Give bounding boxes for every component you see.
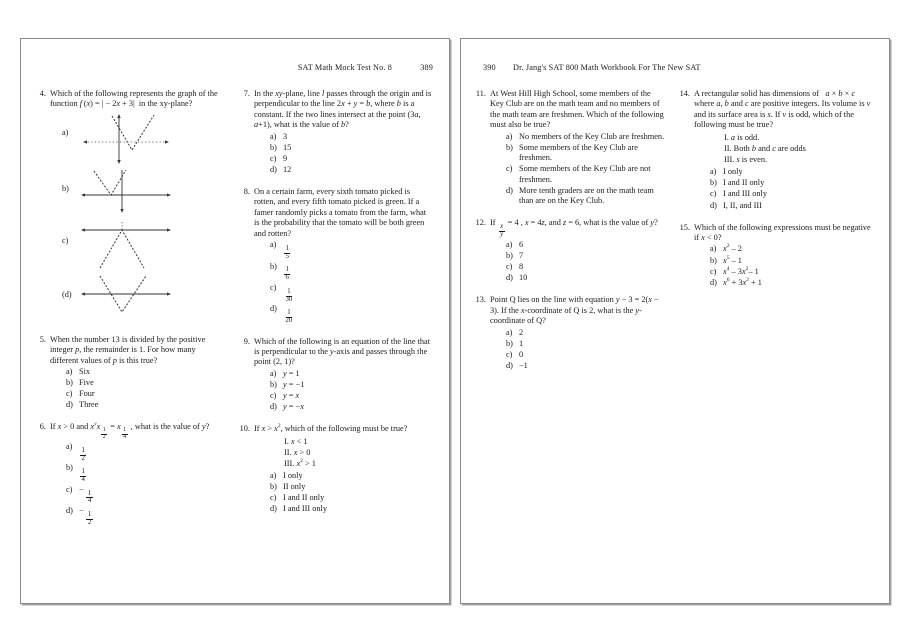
choice-label: c) [710, 266, 717, 276]
question-12-number: 12. [475, 218, 486, 228]
choice-label: a) [506, 131, 513, 141]
right-page-column-1 [475, 89, 675, 383]
choice-item[interactable] [506, 240, 665, 250]
choice-text: 9 [283, 153, 288, 163]
page-header-title-right: Dr. Jang's SAT 800 Math Workbook For The New SAT [513, 63, 701, 72]
choice-item[interactable] [66, 400, 225, 410]
graph-c-plot [76, 220, 176, 272]
choice-text: $x^2 - 2$ [723, 243, 742, 254]
choice-item[interactable] [506, 339, 665, 349]
question-8-choices [254, 240, 433, 325]
choice-text: I and II only [283, 493, 325, 503]
choice-item[interactable] [270, 482, 433, 492]
choice-text: More tenth graders are on the math team than are on the Key Club. [519, 185, 654, 206]
question-4-graph-choices [50, 112, 225, 322]
graph-choice-d[interactable] [62, 274, 225, 322]
choice-label: a) [710, 244, 717, 254]
question-14 [679, 89, 873, 212]
choice-label: b) [506, 251, 513, 261]
choice-text: 2 [519, 327, 524, 337]
choice-item[interactable] [710, 167, 873, 177]
question-15-body [694, 223, 873, 289]
choice-text: No members of the Key Club are freshmen. [519, 131, 665, 141]
page-left [20, 38, 450, 604]
roman-item: I. x < 1 [284, 436, 308, 446]
choice-text: − $\frac{1}{4}$ [79, 484, 92, 505]
choice-item[interactable] [710, 178, 873, 188]
question-12-body [490, 218, 665, 284]
choice-label: d) [710, 200, 717, 210]
question-9-stem: Which of the following is an equation of the line that is perpendicular to the y-axis and passes through the point (2, 1)? [254, 336, 431, 367]
question-6 [35, 422, 225, 527]
question-9-body [254, 337, 433, 414]
graph-d-plot [76, 274, 176, 322]
question-10-body [254, 424, 433, 515]
question-10-number: 10. [239, 424, 250, 434]
choice-text: $\frac{1}{20}$ [285, 309, 293, 324]
choice-label: b) [270, 379, 277, 389]
question-10-choices [254, 471, 433, 515]
choice-item[interactable] [270, 304, 433, 325]
choice-item[interactable] [270, 504, 433, 514]
question-9-choices [254, 369, 433, 413]
left-page-column-1 [35, 89, 235, 538]
question-6-choices [50, 442, 225, 527]
question-14-stem: A rectangular solid has dimensions of a × b × c where a, b and c are positive integers. Its volume is v and its surface area is s. If v is odd, which of the following must be true? [694, 89, 871, 130]
choice-item[interactable] [710, 189, 873, 199]
question-10 [239, 424, 433, 515]
question-14-roman-list [694, 133, 873, 166]
question-4 [35, 89, 225, 324]
choice-text: Four [79, 389, 95, 399]
choice-item[interactable] [66, 389, 225, 399]
choice-item[interactable] [506, 132, 665, 142]
choice-text: $\frac{1}{30}$ [285, 287, 293, 303]
question-5-number: 5. [39, 334, 46, 344]
choice-label: b) [710, 178, 717, 188]
choice-label: c) [270, 282, 277, 292]
choice-label: c) [710, 189, 717, 199]
question-11-body [490, 89, 665, 207]
choice-label: c) [506, 262, 513, 272]
choice-item[interactable] [270, 165, 433, 175]
question-7-number: 7. [243, 89, 250, 98]
choice-text: I only [283, 471, 303, 481]
choice-label: c) [506, 164, 513, 174]
question-6-stem: If x > 0 and $x^yx$ $\frac{1}{2}$ = x $\frac{1}{4}$ , what is the value of y? [50, 421, 210, 441]
choice-item[interactable] [66, 378, 225, 388]
question-12 [475, 218, 665, 284]
choice-label: a) [66, 442, 73, 452]
choice-item[interactable] [506, 328, 665, 338]
question-13 [475, 295, 665, 372]
choice-label: c) [66, 389, 73, 399]
choice-label: a) [66, 367, 73, 377]
left-page-columns [21, 89, 449, 538]
choice-item[interactable] [506, 361, 665, 371]
question-8-body [254, 187, 433, 326]
choice-item[interactable] [270, 154, 433, 164]
choice-label: b) [270, 142, 277, 152]
right-page-column-2 [675, 89, 875, 383]
question-6-number: 6. [39, 422, 46, 432]
choice-label: c) [270, 153, 277, 163]
choice-label: a) [270, 471, 277, 481]
question-15 [679, 223, 873, 289]
choice-label: d) [270, 164, 277, 174]
question-4-body [50, 89, 225, 324]
choice-item[interactable] [270, 283, 433, 304]
choice-label: d) [506, 360, 513, 370]
question-13-body [490, 295, 665, 372]
choice-label: d) [66, 505, 73, 515]
right-page-columns [461, 89, 889, 383]
question-9-number: 9. [243, 336, 250, 346]
choice-label: b) [270, 482, 277, 492]
choice-label: b) [66, 378, 73, 388]
choice-item[interactable] [506, 164, 665, 185]
choice-item[interactable] [710, 256, 873, 266]
choice-item[interactable] [66, 442, 225, 463]
question-6-body [50, 422, 225, 527]
choice-text: y = −x [283, 402, 304, 412]
choice-label: a) [710, 167, 717, 177]
choice-label: c) [66, 484, 73, 494]
graph-choice-d-label: (d) [62, 289, 72, 299]
choice-label: b) [710, 255, 717, 265]
choice-item[interactable] [506, 262, 665, 272]
choice-text: 7 [519, 251, 524, 261]
question-12-choices [490, 240, 665, 284]
choice-item[interactable] [270, 132, 433, 142]
choice-item[interactable] [270, 391, 433, 401]
roman-item: I. a is odd. [724, 132, 760, 142]
choice-item[interactable] [66, 485, 225, 506]
choice-text: 15 [283, 142, 292, 152]
choice-text: 6 [519, 240, 524, 250]
choice-item[interactable] [66, 506, 225, 527]
question-12-stem: If $\frac{x}{y}$ = 4 , x = 4z, and z = 6, what is the value of y? [490, 218, 658, 239]
roman-item: III. s is even. [724, 154, 768, 164]
question-14-body [694, 89, 873, 212]
question-13-choices [490, 328, 665, 372]
choice-item[interactable] [506, 186, 665, 207]
choice-text: 3 [283, 131, 288, 141]
choice-text: Six [79, 367, 91, 377]
choice-text: 1 [519, 338, 524, 348]
choice-item[interactable] [270, 143, 433, 153]
choice-item[interactable] [66, 463, 225, 484]
question-13-number: 13. [475, 295, 486, 305]
choice-text: II only [283, 482, 306, 492]
question-4-stem: Which of the following represents the graph of the function f (x) = | − 2x + 3| in the xy-plane? [50, 89, 218, 109]
page-header-title-left: SAT Math Mock Test No. 8 [297, 63, 392, 72]
choice-label: d) [710, 277, 717, 287]
choice-label: c) [270, 390, 277, 400]
question-10-stem: If $x > x^2$, which of the following must be true? [254, 423, 408, 434]
question-14-choices [694, 167, 873, 211]
choice-text: I and II only [723, 178, 765, 188]
choice-text: $x^6 + 3x^2 + 1$ [723, 276, 762, 287]
question-5-choices [50, 367, 225, 411]
question-14-number: 14. [679, 89, 690, 98]
choice-text: −1 [519, 360, 528, 370]
choice-label: b) [506, 338, 513, 348]
choice-label: a) [270, 131, 277, 141]
question-5 [35, 335, 225, 412]
choice-item[interactable] [270, 402, 433, 412]
choice-label: b) [66, 463, 73, 473]
question-11 [475, 89, 665, 207]
choice-label: d) [66, 400, 73, 410]
graph-choice-b-label: b) [62, 183, 69, 193]
question-15-stem: Which of the following expressions must be negative if x < 0? [694, 222, 871, 242]
question-7 [239, 89, 433, 176]
page-right [460, 38, 890, 604]
choice-text: I, II, and III [723, 200, 762, 210]
choice-item[interactable] [710, 201, 873, 211]
choice-label: c) [506, 349, 513, 359]
question-10-roman-list [254, 437, 433, 470]
choice-text: 8 [519, 262, 524, 272]
question-9 [239, 337, 433, 414]
choice-text: 12 [283, 164, 292, 174]
choice-item[interactable] [506, 273, 665, 283]
question-4-number: 4. [39, 89, 46, 98]
choice-label: a) [506, 240, 513, 250]
choice-text: $x^4 - 3x^2-$ 1 [723, 265, 759, 276]
question-15-number: 15. [679, 222, 690, 232]
choice-text: Five [79, 378, 94, 388]
choice-item[interactable] [506, 350, 665, 360]
choice-label: a) [506, 327, 513, 337]
choice-text: I only [723, 167, 743, 177]
choice-item[interactable] [710, 244, 873, 254]
choice-label: c) [270, 493, 277, 503]
choice-text: 10 [519, 273, 528, 283]
choice-text: y = 1 [283, 368, 300, 378]
choice-text: $x^5 - 1$ [723, 254, 742, 265]
choice-text: $\frac{1}{4}$ [81, 468, 85, 484]
choice-text: $\frac{1}{2}$ [81, 446, 85, 462]
choice-text: 0 [519, 349, 524, 359]
choice-item[interactable] [66, 367, 225, 377]
question-11-number: 11. [475, 89, 486, 98]
question-8 [239, 187, 433, 326]
question-8-stem: On a certain farm, every sixth tomato picked is rotten, and every fifth tomato picked is green. If a famer randomly picks a tomato from the farm, what is the probability that the tomato will be both green and rotten? [254, 187, 427, 238]
choice-text: Three [79, 400, 99, 410]
choice-text: y = −1 [283, 379, 305, 389]
choice-text: Some members of the Key Club are freshmen. [519, 142, 638, 163]
choice-item[interactable] [270, 262, 433, 283]
choice-text: Some members of the Key Club are not freshmen. [519, 164, 651, 184]
choice-item[interactable] [710, 278, 873, 288]
choice-label: d) [270, 402, 277, 412]
choice-item[interactable] [270, 369, 433, 379]
choice-label: b) [506, 142, 513, 152]
choice-label: d) [270, 304, 277, 314]
choice-label: b) [270, 261, 277, 271]
graph-choice-b[interactable] [62, 168, 225, 218]
choice-text: I and III only [283, 504, 328, 514]
choice-item[interactable] [270, 240, 433, 261]
choice-label: a) [270, 240, 277, 250]
choice-label: d) [506, 185, 513, 195]
choice-item[interactable] [506, 251, 665, 261]
page-number-right: 390 [483, 63, 496, 72]
question-5-body [50, 335, 225, 412]
choice-text: $\frac{1}{6}$ [285, 266, 289, 282]
choice-text: − $\frac{1}{2}$ [79, 505, 92, 526]
question-11-stem: At West Hill High School, some members of the Key Club are on the math team and no members of the math team are freshmen. Which of the following must also be true? [490, 89, 664, 130]
roman-item: II. x > 0 [284, 447, 311, 457]
choice-label: d) [506, 273, 513, 283]
roman-item: II. Both b and c are odds [724, 143, 806, 153]
graph-choice-a-label: a) [62, 127, 69, 137]
question-15-choices [694, 244, 873, 288]
question-7-stem: In the xy-plane, line l passes through the origin and is perpendicular to the line 2x + y = b, where b is a constant. If the two lines intersect at the point (3a, a+1), what is the value of b? [254, 89, 432, 130]
question-8-number: 8. [243, 187, 250, 196]
roman-item: III. $x^2 > 1$ [284, 457, 316, 468]
graph-choice-c-label: c) [62, 235, 69, 245]
left-page-column-2 [235, 89, 435, 538]
graph-a-plot [76, 112, 176, 166]
choice-item[interactable] [506, 143, 665, 164]
question-7-body [254, 89, 433, 176]
choice-item[interactable] [710, 267, 873, 277]
question-5-stem: When the number 13 is divided by the positive integer p, the remainder is 1. For how many different values of p is this true? [50, 334, 206, 365]
choice-label: d) [270, 504, 277, 514]
choice-text: I and III only [723, 189, 768, 199]
question-7-choices [254, 132, 433, 176]
graph-choice-a[interactable] [62, 112, 225, 166]
graph-choice-c[interactable] [62, 220, 225, 272]
choice-text: $\frac{1}{5}$ [285, 245, 289, 261]
choice-text: y = x [283, 390, 300, 400]
graph-b-plot [76, 168, 176, 218]
question-13-stem: Point Q lies on the line with equation y − 3 = 2(x − 3). If the x-coordinate of Q is 2, what is the y-coordinate of Q? [490, 295, 659, 326]
question-11-choices [490, 132, 665, 207]
choice-item[interactable] [270, 471, 433, 481]
choice-item[interactable] [270, 380, 433, 390]
page-number-left: 389 [420, 63, 433, 72]
choice-item[interactable] [270, 493, 433, 503]
choice-label: a) [270, 368, 277, 378]
